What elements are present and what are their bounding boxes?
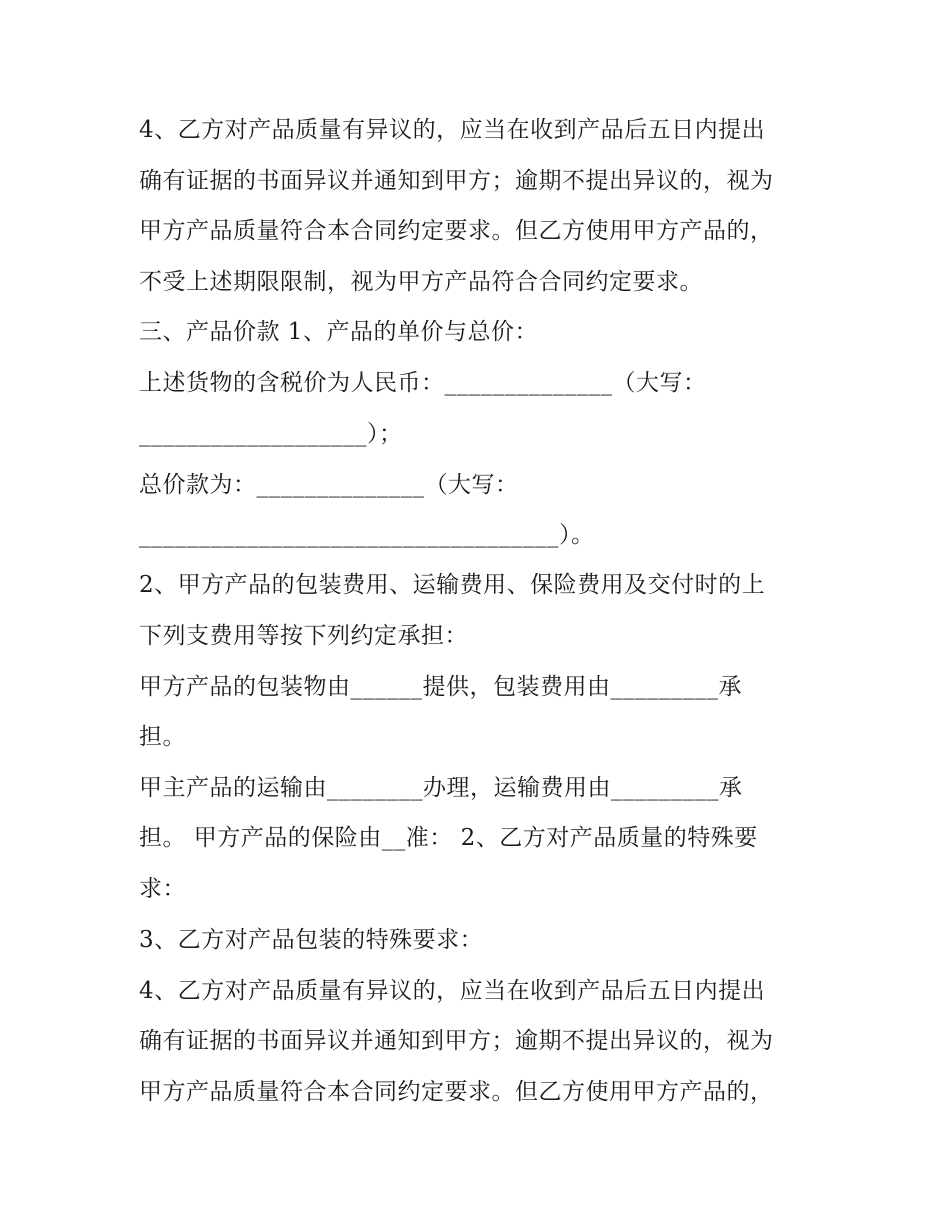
text-line: 甲方产品的包装物由______提供，包装费用由_________承 (139, 674, 742, 700)
text-line: 甲方产品质量符合本合同约定要求。但乙方使用甲方产品的， (139, 218, 774, 244)
text-line: 确有证据的书面异议并通知到甲方；逾期不提出异议的，视为 (139, 1028, 774, 1054)
text-line: 担。 甲方产品的保险由__准： 2、乙方对产品质量的特殊要 (139, 825, 758, 851)
text-line: 甲方产品质量符合本合同约定要求。但乙方使用甲方产品的， (139, 1079, 774, 1105)
text-line: 确有证据的书面异议并通知到甲方；逾期不提出异议的，视为 (139, 168, 774, 194)
text-line: 4、乙方对产品质量有异议的，应当在收到产品后五日内提出 (139, 117, 766, 143)
text-line: 上述货物的含税价为人民币：______________（大写： (139, 370, 707, 396)
text-line: 2、甲方产品的包装费用、运输费用、保险费用及交付时的上 (139, 572, 766, 598)
text-line: 总价款为：______________（大写： (139, 472, 519, 498)
text-line: 下列支费用等按下列约定承担： (139, 623, 468, 649)
section-heading: 三、产品价款 1、产品的单价与总价： (139, 319, 538, 345)
text-line: 3、乙方对产品包装的特殊要求： (139, 927, 484, 953)
text-line: 担。 (139, 724, 186, 750)
text-line: ___________________）； (139, 421, 403, 447)
text-line: ___________________________________）。 (139, 522, 595, 548)
text-line: 不受上述期限限制，视为甲方产品符合合同约定要求。 (139, 269, 703, 295)
text-line: 4、乙方对产品质量有异议的，应当在收到产品后五日内提出 (139, 978, 766, 1004)
text-line: 求： (139, 876, 186, 902)
text-line: 甲主产品的运输由________办理，运输费用由_________承 (139, 775, 743, 801)
